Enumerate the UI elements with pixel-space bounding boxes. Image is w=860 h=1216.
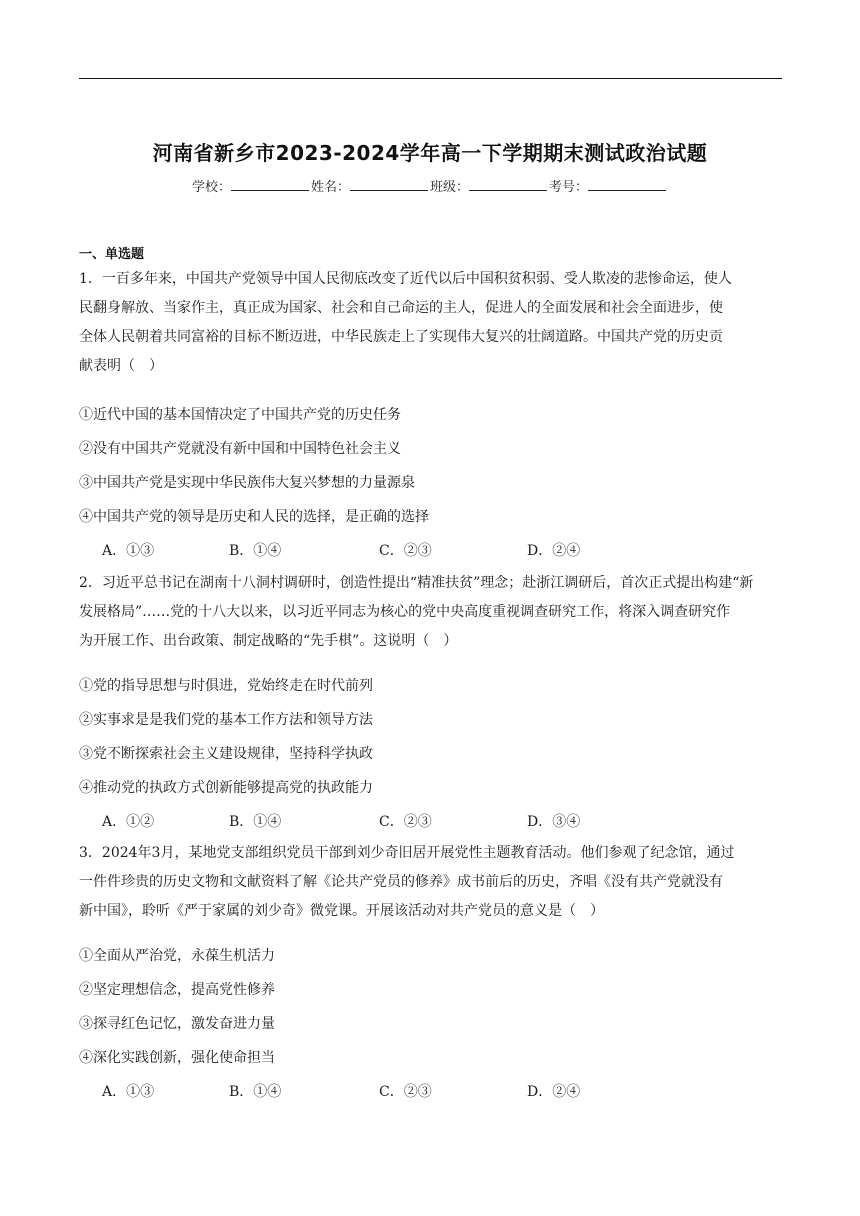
question-3-option: ④深化实践创新，强化使命担当 xyxy=(79,1050,275,1066)
school-label: 学校： xyxy=(191,180,231,195)
stem-line: 3．2024年3月，某地党支部组织党员干部到刘少奇旧居开展党性主题教育活动。他们参观了纪念馆，通过 xyxy=(79,845,735,861)
question-3-stem xyxy=(79,839,783,926)
header-rule xyxy=(79,78,782,79)
question-3-choice-c[interactable]: C．②③ xyxy=(379,1084,432,1100)
question-3-option: ③探寻红色记忆，激发奋进力量 xyxy=(79,1016,275,1032)
question-2-choice-d[interactable]: D．③④ xyxy=(527,814,581,830)
stem-line: 新中国》，聆听《严于家属的刘少奇》微党课。开展该活动对共产党员的意义是（ ） xyxy=(79,903,604,919)
page-title: 河南省新乡市2023-2024学年高一下学期期末测试政治试题 xyxy=(152,141,708,165)
question-1-choice-d[interactable]: D．②④ xyxy=(527,543,581,559)
name-label: 姓名： xyxy=(310,180,350,195)
question-3-choice-d[interactable]: D．②④ xyxy=(527,1084,581,1100)
class-label: 班级： xyxy=(430,180,470,195)
question-3-choice-b[interactable]: B．①④ xyxy=(229,1084,282,1100)
question-2-option: ④推动党的执政方式创新能够提高党的执政能力 xyxy=(79,780,373,796)
exam-no-label: 考号： xyxy=(549,180,589,195)
stem-line: 一件件珍贵的历史文物和文献资料了解《论共产党员的修养》成书前后的历史，齐唱《没有共产党就没有 xyxy=(79,874,723,890)
stem-line: 民翻身解放、当家作主，真正成为国家、社会和自己命运的主人，促进人的全面发展和社会全面进步，使 xyxy=(79,300,723,316)
student-info-line xyxy=(0,176,860,195)
question-2-option: ①党的指导思想与时俱进，党始终走在时代前列 xyxy=(79,678,373,694)
question-1-choice-b[interactable]: B．①④ xyxy=(229,543,282,559)
stem-line: 献表明（ ） xyxy=(79,358,163,374)
stem-line: 2．习近平总书记在湖南十八洞村调研时，创造性提出“精准扶贫”理念；赴浙江调研后，首次正式提出构建“新 xyxy=(79,575,754,591)
school-blank[interactable] xyxy=(231,178,309,191)
stem-line: 发展格局”……党的十八大以来，以习近平同志为核心的党中央高度重视调查研究工作，将深入调查研究作 xyxy=(79,604,731,620)
question-2-choice-b[interactable]: B．①④ xyxy=(229,814,282,830)
stem-line: 1．一百多年来，中国共产党领导中国人民彻底改变了近代以后中国积贫积弱、受人欺凌的悲惨命运，使人 xyxy=(79,271,732,287)
name-blank[interactable] xyxy=(350,178,428,191)
question-2-choice-a[interactable]: A．①② xyxy=(102,814,155,830)
stem-line: 为开展工作、出台政策、制定战略的“先手棋”。这说明（ ） xyxy=(79,633,458,649)
question-1-option: ②没有中国共产党就没有新中国和中国特色社会主义 xyxy=(79,441,401,457)
class-blank[interactable] xyxy=(469,178,547,191)
question-3-option: ①全面从严治党，永葆生机活力 xyxy=(79,948,275,964)
question-2-option: ③党不断探索社会主义建设规律，坚持科学执政 xyxy=(79,746,373,762)
exam-no-blank[interactable] xyxy=(588,178,666,191)
question-2-choice-c[interactable]: C．②③ xyxy=(379,814,432,830)
question-1-stem xyxy=(79,265,783,381)
question-1-option: ③中国共产党是实现中华民族伟大复兴梦想的力量源泉 xyxy=(79,475,415,491)
stem-line: 全体人民朝着共同富裕的目标不断迈进，中华民族走上了实现伟大复兴的壮阔道路。中国共产党的历史贡 xyxy=(79,329,723,345)
question-1-choice-a[interactable]: A．①③ xyxy=(102,543,155,559)
question-2-option: ②实事求是是我们党的基本工作方法和领导方法 xyxy=(79,712,373,728)
question-3-option: ②坚定理想信念，提高党性修养 xyxy=(79,982,275,998)
question-1-option: ①近代中国的基本国情决定了中国共产党的历史任务 xyxy=(79,407,401,423)
question-1-choice-c[interactable]: C．②③ xyxy=(379,543,432,559)
question-2-stem xyxy=(79,569,783,656)
section-title: 一、单选题 xyxy=(79,247,145,262)
question-3-choice-a[interactable]: A．①③ xyxy=(102,1084,155,1100)
question-1-option: ④中国共产党的领导是历史和人民的选择，是正确的选择 xyxy=(79,509,429,525)
